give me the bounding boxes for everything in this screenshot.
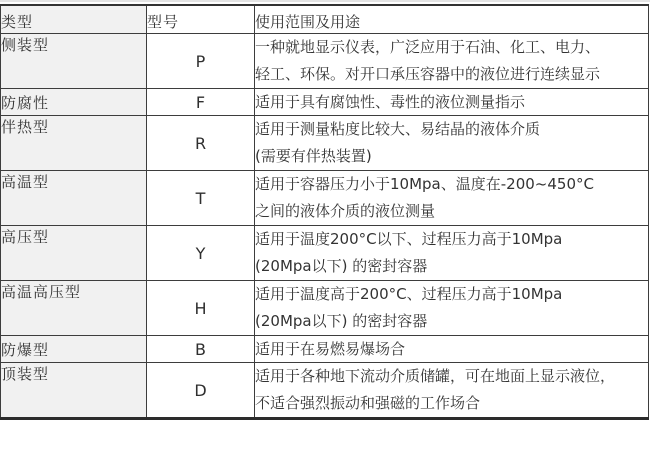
usage-line: 不适合强烈振动和强磁的工作场合	[255, 394, 481, 412]
usage-cell	[255, 281, 649, 336]
table-row	[1, 226, 649, 281]
usage-line: 适用于测量粘度比较大、易结晶的液体介质	[255, 120, 541, 138]
usage-line: 适用于具有腐蚀性、毒性的液位测量指示	[255, 93, 526, 111]
usage-line: 之间的液体介质的液位测量	[255, 202, 436, 220]
table-row	[1, 281, 649, 336]
usage-line: 适用于温度高于200°C、过程压力高于10Mpa	[255, 285, 563, 303]
usage-line: (需要有伴热装置)	[255, 147, 372, 165]
model-code-cell: D	[147, 363, 255, 419]
usage-line: (20Mpa以下) 的密封容器	[255, 257, 428, 275]
type-cell: 高温高压型	[1, 281, 147, 336]
usage-line: 适用于温度200°C以下、过程压力高于10Mpa	[255, 230, 563, 248]
usage-line: 轻工、环保。对开口承压容器中的液位进行连续显示	[255, 65, 601, 83]
usage-cell	[255, 171, 649, 226]
table-row	[1, 171, 649, 226]
column-header-type: 类型	[1, 5, 147, 34]
model-code-cell: R	[147, 116, 255, 171]
type-cell: 伴热型	[1, 116, 147, 171]
table-row	[1, 34, 649, 89]
usage-line: 适用于容器压力小于10Mpa、温度在-200~450°C	[255, 175, 594, 193]
usage-cell	[255, 34, 649, 89]
table-row	[1, 89, 649, 116]
type-cell: 防爆型	[1, 336, 147, 363]
usage-line: 一种就地显示仪表，广泛应用于石油、化工、电力、	[255, 38, 601, 56]
model-code-cell: Y	[147, 226, 255, 281]
model-code-cell: T	[147, 171, 255, 226]
usage-cell	[255, 363, 649, 419]
table-row	[1, 116, 649, 171]
model-code-cell: H	[147, 281, 255, 336]
usage-cell	[255, 89, 649, 116]
type-cell: 侧装型	[1, 34, 147, 89]
model-code-cell: P	[147, 34, 255, 89]
header-row	[1, 5, 649, 34]
model-code-cell: F	[147, 89, 255, 116]
usage-line: 适用于各种地下流动介质储罐，可在地面上显示液位，	[255, 367, 616, 385]
usage-cell	[255, 116, 649, 171]
type-cell: 高压型	[1, 226, 147, 281]
spec-table	[0, 4, 649, 420]
column-header-usage: 使用范围及用途	[255, 5, 649, 34]
table-row	[1, 363, 649, 419]
usage-cell	[255, 226, 649, 281]
usage-cell	[255, 336, 649, 363]
table-row	[1, 336, 649, 363]
usage-line: (20Mpa以下) 的密封容器	[255, 312, 428, 330]
top-hairline	[0, 0, 650, 2]
type-cell: 高温型	[1, 171, 147, 226]
model-code-cell: B	[147, 336, 255, 363]
column-header-model: 型号	[147, 5, 255, 34]
usage-line: 适用于在易燃易爆场合	[255, 340, 406, 358]
type-cell: 顶装型	[1, 363, 147, 419]
type-cell: 防腐性	[1, 89, 147, 116]
